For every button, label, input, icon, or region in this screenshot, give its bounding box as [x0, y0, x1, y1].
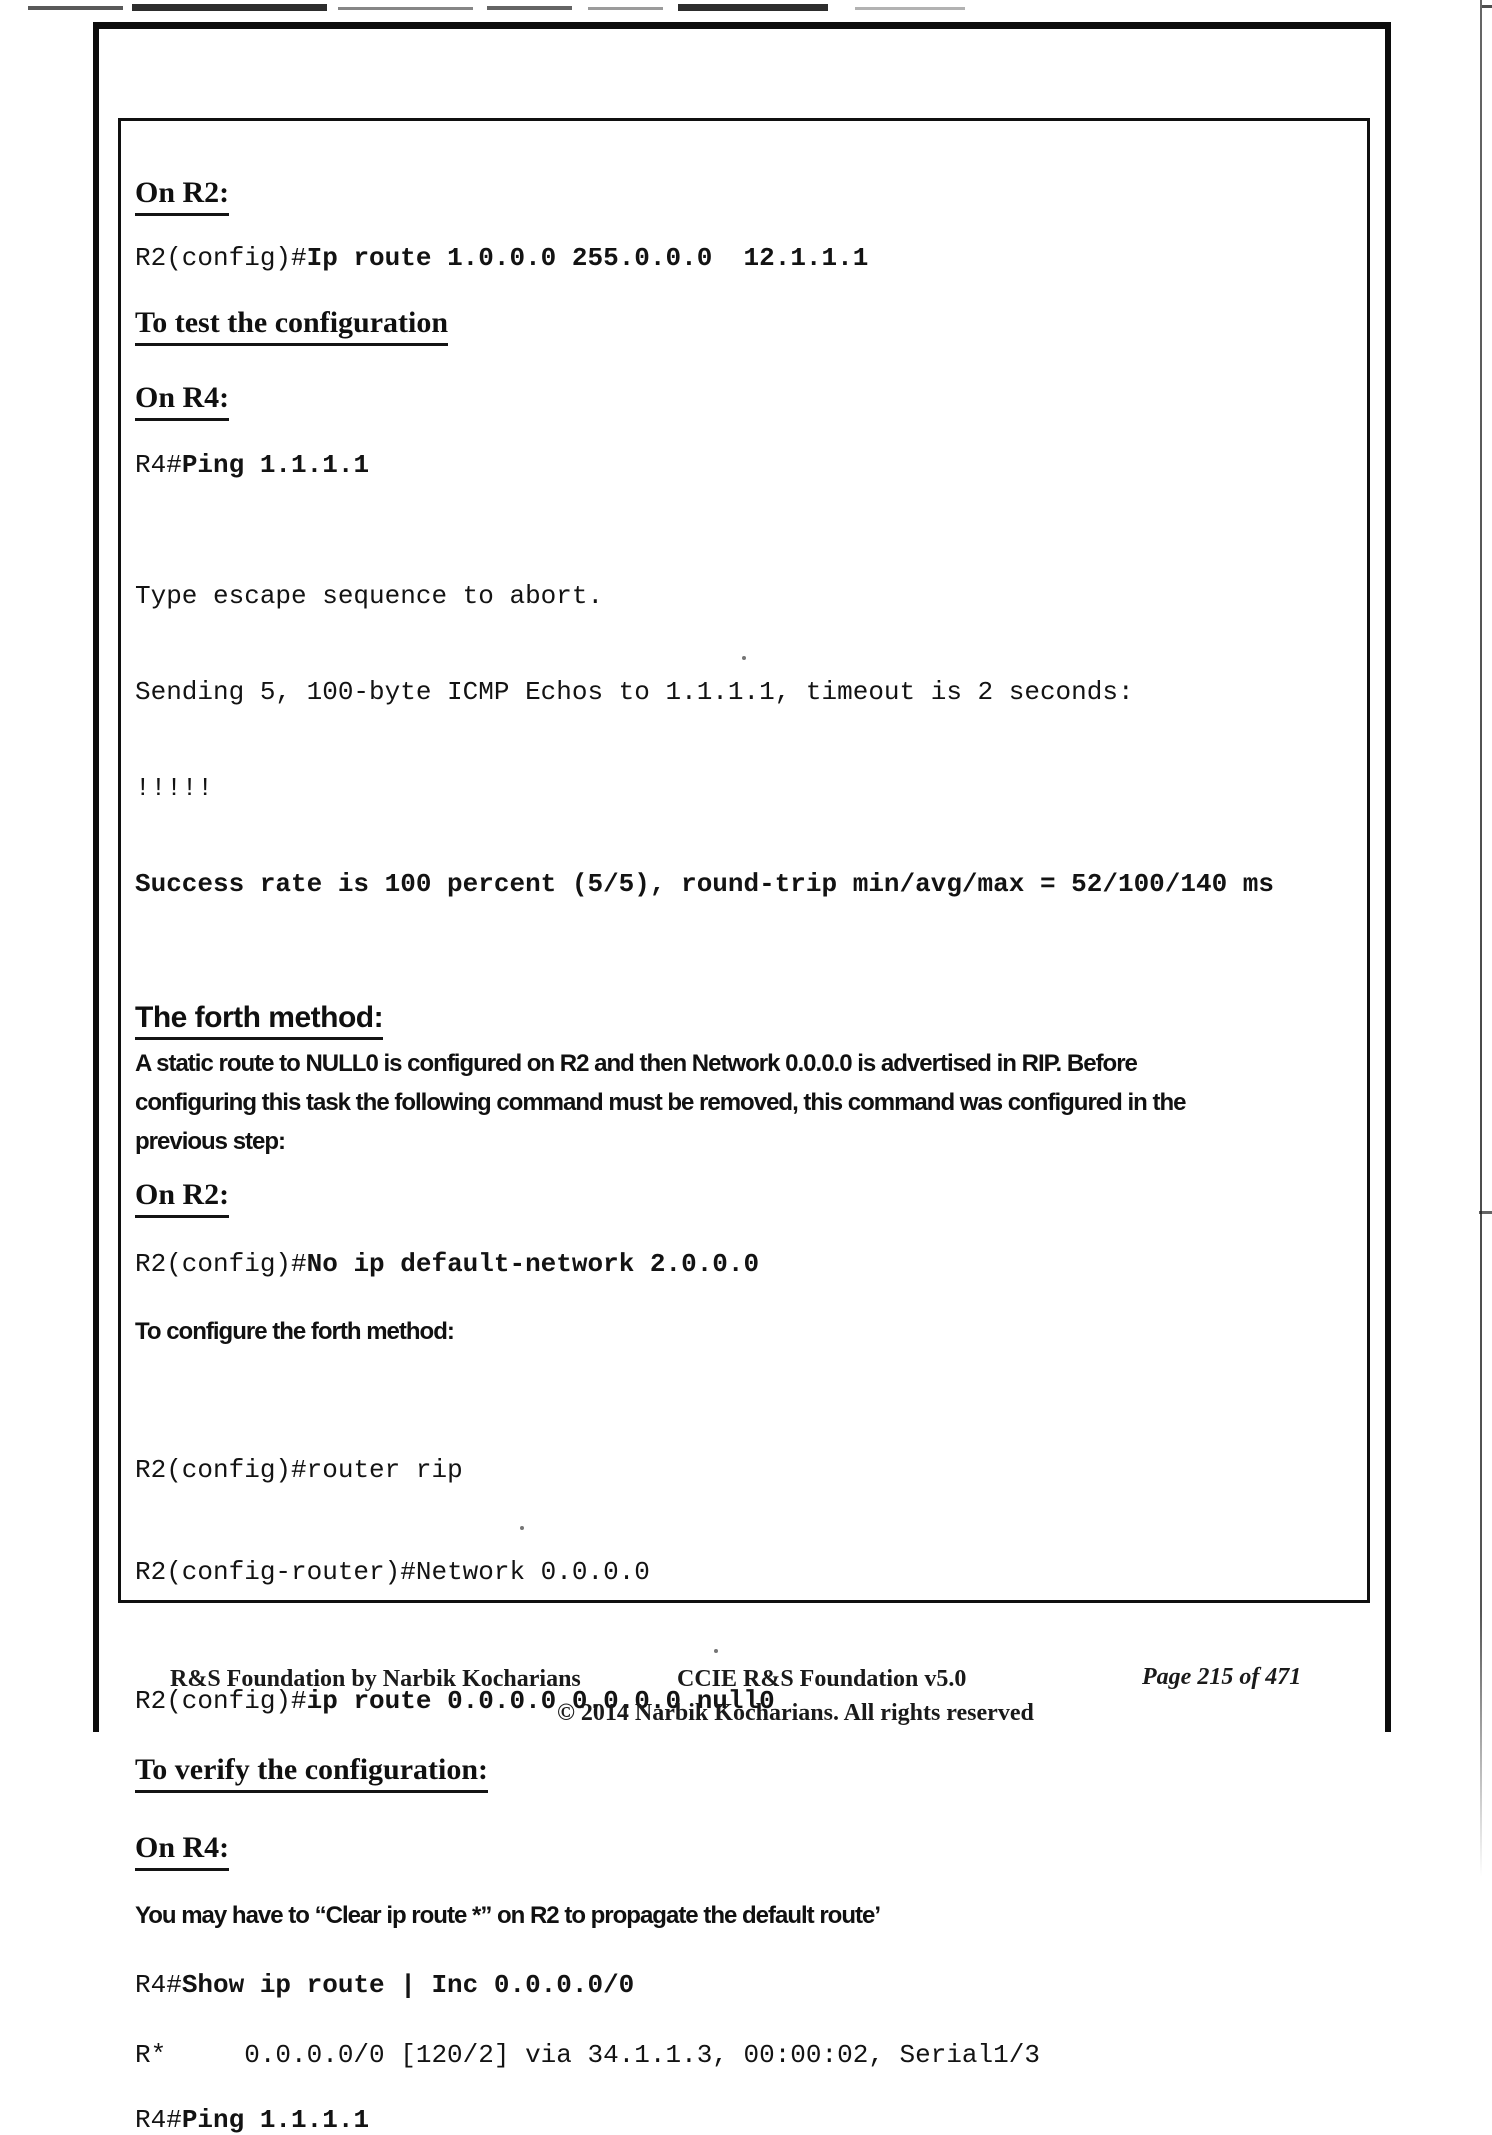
scan-artifact-top-dash — [1482, 5, 1492, 8]
section-heading-text: To verify the configuration: — [135, 1752, 488, 1793]
section-heading-text: On R4: — [135, 1830, 229, 1871]
console-output-line: !!!!! — [135, 773, 214, 803]
section-heading-text: On R2: — [135, 1177, 229, 1218]
console-command: Ping 1.1.1.1 — [181, 450, 370, 480]
console-output-line: Sending 5, 100-byte ICMP Echos to 1.1.1.1, timeout is 2 seconds: — [135, 677, 1134, 707]
footer-center: CCIE R&S Foundation v5.0 — [677, 1666, 967, 1692]
footer-copyright: © 2014 Narbik Kocharians. All rights reserved — [557, 1700, 1034, 1726]
console-prompt: R4# — [135, 450, 182, 480]
scan-artifact-right-tick — [1479, 1211, 1492, 1214]
console-prompt: R4# — [135, 2105, 182, 2135]
body-paragraph: A static route to NULL0 is configured on R2 and then Network 0.0.0.0 is advertised in RIP. Before configuring this task the following command must be removed, this command was configured in the previous step: — [135, 1050, 1186, 1155]
console-command-line — [135, 2105, 1345, 2135]
console-prompt: R2(config)# — [135, 1455, 307, 1485]
console-output-line: R* 0.0.0.0/0 [120/2] via 34.1.1.3, 00:00:02, Serial1/3 — [135, 2040, 1040, 2070]
section-heading-text: On R2: — [135, 175, 229, 216]
console-output-result: Success rate is 100 percent (5/5), round-trip min/avg/max = 52/100/140 ms — [135, 869, 1274, 899]
section-heading — [135, 1177, 1345, 1218]
console-prompt: R2(config)# — [135, 1686, 307, 1716]
console-command-line — [135, 1249, 1345, 1279]
section-heading — [135, 175, 1345, 216]
footer-left: R&S Foundation by Narbik Kocharians — [170, 1666, 581, 1692]
console-command-line — [135, 1970, 1345, 2000]
console-command: ip route 0.0.0.0 0.0.0.0 null0 — [306, 1686, 775, 1716]
console-output — [135, 516, 1345, 964]
section-heading — [135, 305, 1345, 346]
scan-artifact-top-dash — [588, 7, 663, 10]
console-command-line — [135, 243, 1345, 273]
section-heading — [135, 1000, 1345, 1040]
footer-page-number: Page 215 of 471 — [1142, 1664, 1302, 1690]
console-prompt: R4# — [135, 1970, 182, 2000]
console-prompt: R2(config)# — [135, 243, 307, 273]
console-command: Show ip route | Inc 0.0.0.0/0 — [181, 1970, 635, 2000]
console-output-line: Type escape sequence to abort. — [135, 581, 604, 611]
scan-artifact-top-dash — [338, 7, 473, 10]
console-command-line — [135, 1555, 1345, 1589]
console-prompt: R2(config)# — [135, 1249, 307, 1279]
section-heading — [135, 1752, 1345, 1793]
console-command: Network 0.0.0.0 — [415, 1557, 650, 1587]
scan-artifact-top-dash — [28, 6, 123, 10]
scan-artifact-page-edge — [1480, 0, 1482, 1896]
scan-artifact-top-dash — [132, 4, 327, 11]
console-prompt: R2(config-router)# — [135, 1557, 416, 1587]
console-command: Ping 1.1.1.1 — [181, 2105, 370, 2135]
section-heading-text: The forth method: — [135, 1000, 383, 1040]
console-command: Ip route 1.0.0.0 255.0.0.0 12.1.1.1 — [306, 243, 869, 273]
section-heading — [135, 1830, 1345, 1871]
scan-artifact-top-dash — [487, 6, 572, 10]
console-command: router rip — [306, 1455, 463, 1485]
section-heading-text: To test the configuration — [135, 305, 448, 346]
console-command-group — [135, 1385, 1345, 1657]
scan-artifact-top-dash — [855, 7, 965, 10]
scan-artifact-top-dash — [678, 4, 828, 11]
body-paragraph: To configure the forth method: — [135, 1318, 454, 1345]
body-note: You may have to “Clear ip route *” on R2 to propagate the default route’ — [135, 1902, 880, 1929]
section-heading-text: On R4: — [135, 380, 229, 421]
section-heading — [135, 380, 1345, 421]
console-command-line — [135, 1453, 1345, 1487]
console-command: No ip default-network 2.0.0.0 — [306, 1249, 760, 1279]
console-command-line — [135, 450, 1345, 480]
